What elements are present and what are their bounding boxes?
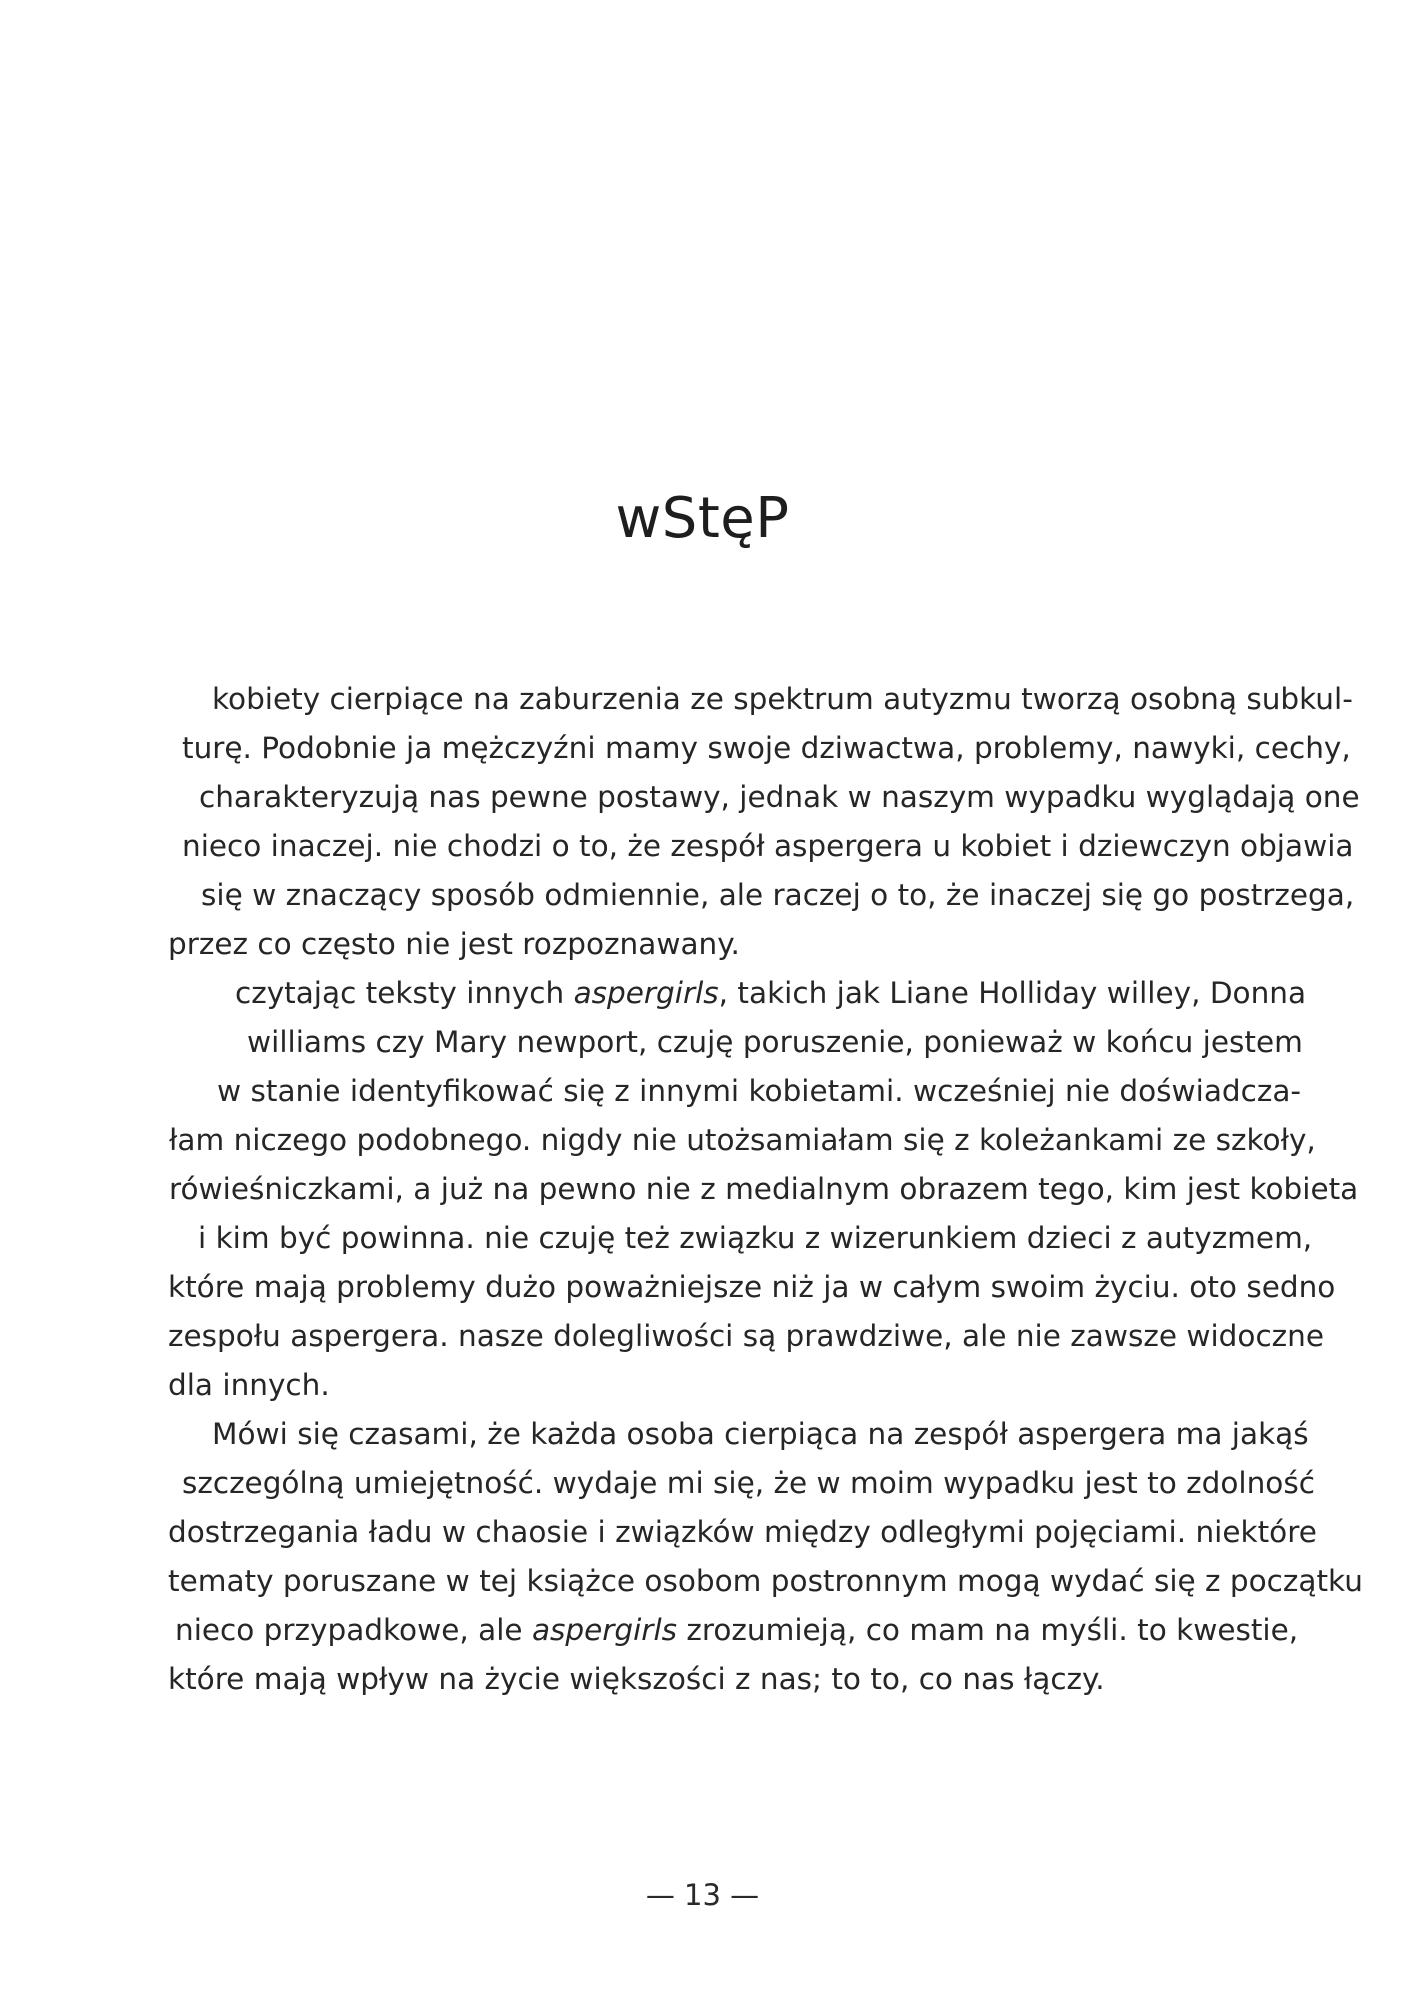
text-line: charakteryzują nas pewne postawy, jednak w naszym wypadku wyglądają one bbox=[199, 780, 1360, 814]
text-line: nieco inaczej. nie chodzi o to, że zespół aspergera u kobiet i dziewczyn objawia bbox=[182, 829, 1354, 863]
text-line bbox=[160, 1606, 1300, 1655]
text-line: które mają wpływ na życie większości z nas; to to, co nas łączy. bbox=[168, 1662, 1105, 1696]
text-line: turę. Podobnie ja mężczyźni mamy swoje dziwactwa, problemy, nawyki, cechy, bbox=[182, 731, 1351, 765]
chapter-title: wStęP bbox=[615, 485, 790, 551]
page-number: — 13 — bbox=[645, 1878, 760, 1912]
text-line: Mówi się czasami, że każda osoba cierpiąca na zespół aspergera ma jakąś bbox=[212, 1417, 1309, 1451]
text-line: williams czy Mary newport, czuję poruszenie, ponieważ w końcu jestem bbox=[247, 1025, 1303, 1059]
paragraph-3 bbox=[160, 1410, 1363, 1704]
paragraph-1 bbox=[160, 675, 1360, 969]
text-line: dostrzegania ładu w chaosie i związków między odległymi pojęciami. niektóre bbox=[168, 1515, 1317, 1549]
text-line: szczególną umiejętność. wydaje mi się, że w moim wypadku jest to zdolność bbox=[182, 1466, 1315, 1500]
text-line: i kim być powinna. nie czuję też związku z wizerunkiem dzieci z autyzmem, bbox=[198, 1221, 1313, 1255]
text-line bbox=[160, 969, 1307, 1018]
text-run: czytając teksty innych bbox=[235, 976, 574, 1010]
text-line: kobiety cierpiące na zaburzenia ze spektrum autyzmu tworzą osobną subkul- bbox=[212, 682, 1353, 716]
text-line: tematy poruszane w tej książce osobom postronnym mogą wydać się z początku bbox=[168, 1564, 1363, 1598]
text-line: się w znaczący sposób odmiennie, ale raczej o to, że inaczej się go postrzega, bbox=[201, 878, 1355, 912]
text-line: przez co często nie jest rozpoznawany. bbox=[168, 927, 740, 961]
text-line: w stanie identyfikować się z innymi kobietami. wcześniej nie doświadcza- bbox=[217, 1074, 1302, 1108]
paragraph-2 bbox=[160, 969, 1359, 1410]
text-run: nieco przypadkowe, ale bbox=[175, 1613, 532, 1647]
text-run: zrozumieją, co mam na myśli. to kwestie, bbox=[677, 1613, 1299, 1647]
text-line: zespołu aspergera. nasze dolegliwości są prawdziwe, ale nie zawsze widoczne bbox=[168, 1319, 1324, 1353]
text-line: łam niczego podobnego. nigdy nie utożsamiałam się z koleżankami ze szkoły, bbox=[169, 1123, 1316, 1157]
italic-term: aspergirls bbox=[573, 976, 719, 1010]
body-text bbox=[160, 675, 1363, 1704]
text-line: dla innych. bbox=[168, 1368, 330, 1402]
text-line: które mają problemy dużo poważniejsze niż ja w całym swoim życiu. oto sedno bbox=[168, 1270, 1336, 1304]
italic-term: aspergirls bbox=[531, 1613, 678, 1647]
text-run: , takich jak Liane Holliday willey, Donna bbox=[718, 976, 1307, 1010]
text-line: rówieśniczkami, a już na pewno nie z medialnym obrazem tego, kim jest kobieta bbox=[169, 1172, 1359, 1206]
